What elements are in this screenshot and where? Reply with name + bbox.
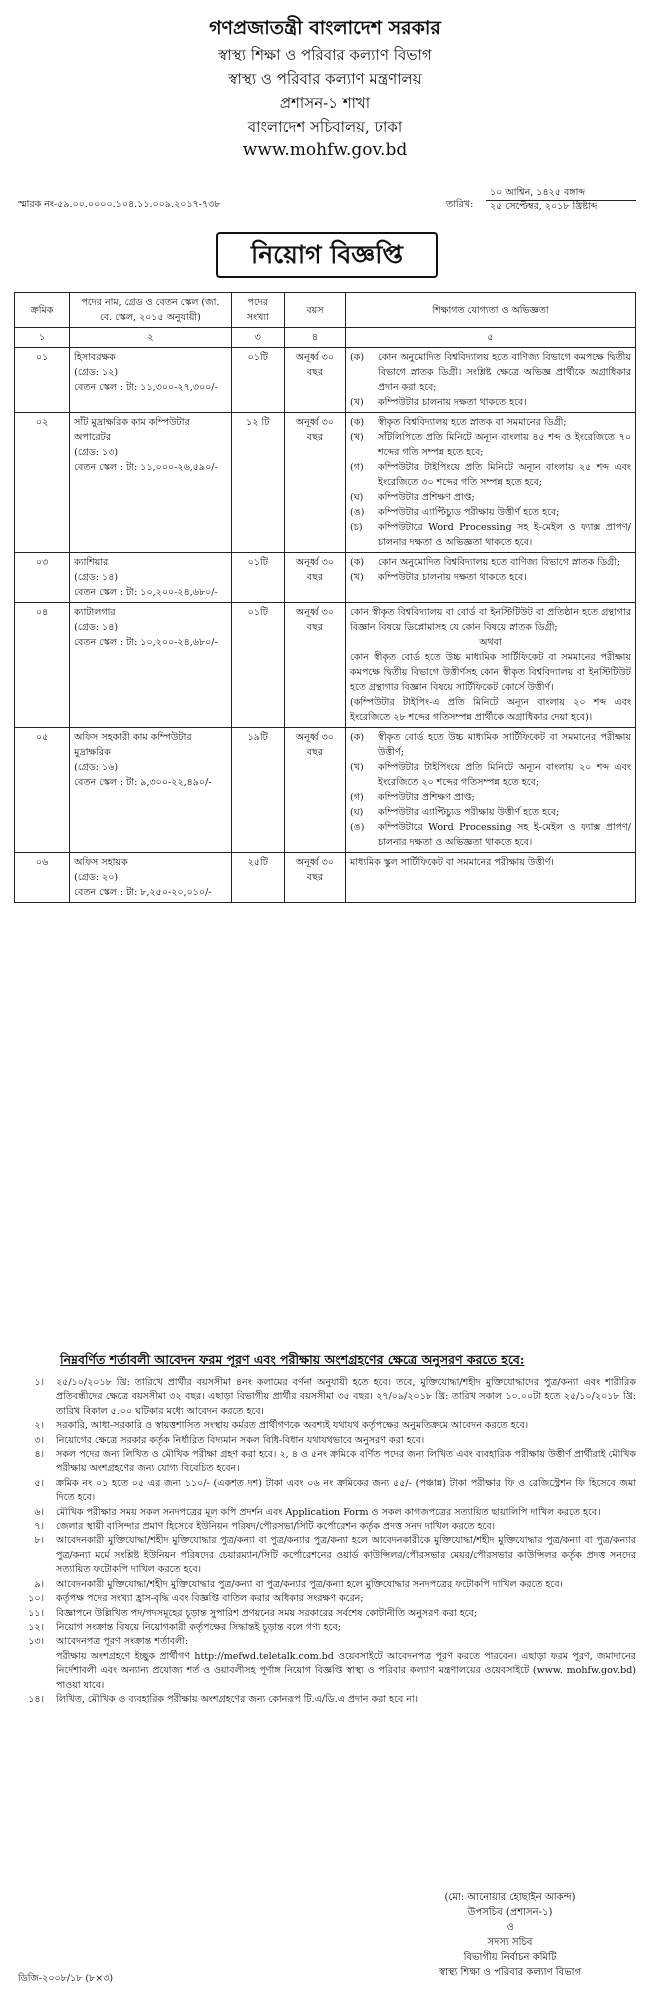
condition-item bbox=[14, 1592, 636, 1606]
post-name: ক্যাশিয়ার bbox=[74, 557, 109, 568]
condition-item bbox=[14, 1693, 636, 1707]
date-bangla: ১০ আশ্বিন, ১৪২৫ বঙ্গাব্দ bbox=[490, 187, 585, 198]
condition-item bbox=[14, 1534, 636, 1577]
dg-code: ডিজি-২০০৮/১৮ (৮×৩) bbox=[18, 1973, 114, 1984]
serial-cell: ০৪ bbox=[15, 603, 70, 728]
table-row bbox=[15, 553, 636, 603]
condition-number: ১২। bbox=[28, 1621, 44, 1633]
item-marker: (ঙ) bbox=[350, 822, 365, 833]
qualification-item bbox=[350, 555, 631, 570]
condition-number: ৯। bbox=[34, 1578, 44, 1590]
post-name: হিসাবরক্ষক bbox=[74, 352, 116, 363]
item-text: কম্পিউটার টাইপিংয়ে প্রতি মিনিটে অন্যূন বাংলায় ২৫ শব্দ এবং ইংরেজিতে ৩০ শব্দের গতি সম্পন্ন হতে হবে; bbox=[378, 462, 631, 488]
website-link[interactable]: www.mohfw.gov.bd bbox=[242, 140, 408, 160]
condition-item bbox=[14, 1506, 636, 1520]
item-marker: (ক) bbox=[350, 417, 365, 428]
post-cell bbox=[70, 728, 232, 853]
item-marker: (ঙ) bbox=[350, 507, 365, 518]
signature-block bbox=[390, 1890, 630, 1980]
count-cell: ০১টি bbox=[231, 348, 284, 413]
condition-number: ১। bbox=[34, 1377, 44, 1388]
post-cell bbox=[70, 603, 232, 728]
condition-number: ৩। bbox=[34, 1434, 44, 1446]
condition-text: কর্তৃপক্ষ পদের সংখ্যা হ্রাস-বৃদ্ধি এবং বিজ্ঞপ্তি বাতিল করার অধিকার সংরক্ষণ করেন; bbox=[56, 1593, 364, 1605]
post-cell bbox=[70, 553, 232, 603]
qualification-cell bbox=[346, 348, 636, 413]
signatory-committee: বিভাগীয় নির্বাচন কমিটি bbox=[463, 1952, 557, 1963]
item-marker: (গ) bbox=[350, 792, 364, 803]
post-grade: (গ্রেড: ১২) bbox=[74, 367, 119, 378]
count-cell: ০১টি bbox=[231, 603, 284, 728]
item-text: কোন অনুমোদিত বিশ্ববিদ্যালয় হতে বাণিজ্য বিভাগে কমপক্ষে দ্বিতীয় বিভাগে স্নাতক ডিগ্রী। সংশ্লিষ্ট ক্ষেত্রে অভিজ্ঞ প্রার্থীকে অগ্রাধিকার প্রদান করা হবে; bbox=[378, 352, 631, 393]
table-row bbox=[15, 603, 636, 728]
table-row bbox=[15, 348, 636, 413]
conditions-list bbox=[14, 1376, 636, 1707]
item-text: কম্পিউটার এ্যাপ্টিচ্যুড পরীক্ষায় উত্তীর্ণ হতে হবে; bbox=[378, 807, 560, 818]
notice-title: নিয়োগ বিজ্ঞপ্তি bbox=[216, 232, 438, 278]
serial-cell: ০৩ bbox=[15, 553, 70, 603]
signatory-name: (মো: আনোয়ার হোছাইন আকন্দ) bbox=[444, 1892, 576, 1903]
post-grade: (গ্রেড: ১৪) bbox=[74, 572, 119, 583]
item-text: কম্পিউটারে Word Processing সহ ই-মেইল ও ফ্যাক্স প্রাপণ/চালনার দক্ষতা ও অভিজ্ঞতা থাকতে হবে। bbox=[378, 522, 631, 548]
item-text: কম্পিউটার প্রশিক্ষণ প্রাপ্ত; bbox=[378, 492, 475, 503]
condition-number: ৪। bbox=[34, 1449, 44, 1461]
condition-text: মৌখিক পরীক্ষার সময় সকল সনদপত্রের মূল কপি প্রদর্শন এবং Application Form ও সকল কাগজপত্রের সত্যায়িত ছায়ালিপি দাখিল করতে হবে। bbox=[56, 1506, 601, 1518]
age-cell: অনূর্ধ্ব ৩০ বছর bbox=[284, 553, 345, 603]
ministry-name: স্বাস্থ্য ও পরিবার কল্যাণ মন্ত্রণালয় bbox=[228, 70, 422, 88]
qualification-item bbox=[350, 430, 631, 460]
serial-cell: ০১ bbox=[15, 348, 70, 413]
header-post: পদের নাম, গ্রেড ও বেতন স্কেল (জা. বে. স্কেল, ২০১৫ অনুযায়ী) bbox=[70, 293, 232, 328]
item-marker: (ঘ) bbox=[350, 807, 364, 818]
post-grade: (গ্রেড: ২০) bbox=[74, 872, 119, 883]
post-grade: (গ্রেড: ১৩) bbox=[74, 447, 119, 458]
condition-number: ১৪। bbox=[28, 1693, 44, 1705]
qualification-item bbox=[350, 760, 631, 790]
qualification-text: মাধ্যমিক স্কুল সার্টিফিকেট বা সমমানের পরীক্ষায় উত্তীর্ণ। bbox=[350, 857, 554, 868]
item-text: কম্পিউটার এ্যাপ্টিচ্যুড পরীক্ষায় উত্তীর্ণ হতে হবে; bbox=[378, 507, 560, 518]
age-cell: অনূর্ধ্ব ৩০ বছর bbox=[284, 413, 345, 553]
qualification-item bbox=[350, 790, 631, 805]
post-scale: বেতন স্কেল : টা: ৯,৩০০-২২,৪৯০/- bbox=[74, 777, 212, 788]
qualification-item bbox=[350, 505, 631, 520]
or-separator: অথবা bbox=[479, 637, 502, 648]
condition-text: ক্রমিক নং ০১ হতে ০৫ এর জন্য ১১০/- (একশত দশ) টাকা এবং ০৬ নং ক্রমিকের জন্য ৫৫/- (পঞ্চান্ন) টাকা পরীক্ষার ফি ও রেজিস্ট্রেশন ফি হিসেবে জমা দিতে হবে। bbox=[56, 1477, 636, 1504]
count-cell: ১২ টি bbox=[231, 413, 284, 553]
column-number: ২ bbox=[70, 328, 232, 348]
post-scale: বেতন স্কেল : টা: ১১,০০০-২৬,৫৯০/- bbox=[74, 462, 218, 473]
condition-number: ৫। bbox=[34, 1477, 44, 1489]
column-number: ৪ bbox=[284, 328, 345, 348]
post-scale: বেতন স্কেল : টা: ১০,২০০-২৪,৬৮০/- bbox=[74, 637, 218, 648]
item-text: কম্পিউটার চালনায় দক্ষতা থাকতে হবে। bbox=[378, 397, 527, 408]
post-cell bbox=[70, 348, 232, 413]
age-cell: অনূর্ধ্ব ৩০ বছর bbox=[284, 348, 345, 413]
memo-number: স্মারক নং-৫৯.০০.০০০০.১০৪.১১.০০৯.২০১৭-৭৩৮ bbox=[18, 199, 221, 210]
post-cell bbox=[70, 413, 232, 553]
qualification-cell bbox=[346, 728, 636, 853]
header-serial: ক্রমিক bbox=[15, 293, 70, 328]
age-cell: অনূর্ধ্ব ৩০ বছর bbox=[284, 603, 345, 728]
age-cell: অনূর্ধ্ব ৩০ বছর bbox=[284, 853, 345, 903]
condition-text: লিখিত, মৌখিক ও ব্যবহারিক পরীক্ষায় অংশগ্রহণের জন্য কোনরূপ টি.এ/ডি.এ প্রদান করা হবে না। bbox=[56, 1693, 419, 1705]
condition-text: আবেদনকারী মুক্তিযোদ্ধা/শহীদ মুক্তিযোদ্ধার পুত্র/কন্যা বা পুত্র/কন্যার পুত্র/কন্যা হলে আবেদনকারীকে মুক্তিযোদ্ধা/শহীদ মুক্তিযোদ্ধার পুত্র/কন্যা বা পুত্র/কন্যার পুত্র/কন্যা মর্মে সংশ্লিষ্ট ইউনিয়ন পরিষদের চেয়ারম্যান/সিটি কর্পোরেশনের ওয়ার্ড কাউন্সিলর/পৌরসভার মেয়র/পৌরসভার কাউন্সিলর কর্তৃক প্রদত্ত সনদের সত্যায়িত ফটোকপি দাখিল করতে হবে। bbox=[56, 1535, 636, 1576]
condition-text: সকল পদের জন্য লিখিত ও মৌখিক পরীক্ষা গ্রহণ করা হবে। ২, ৪ ও ৫নং ক্রমিকে বর্ণিত পদের জন্য লিখিত এবং ব্যবহারিক পরীক্ষায় উত্তীর্ণ প্রার্থীরাই মৌখিক পরীক্ষায় অংশগ্রহণের জন্য যোগ্য বিবেচিত হবেন। bbox=[56, 1449, 636, 1475]
condition-text: পরীক্ষায় অংশগ্রহণে ইচ্ছুক প্রার্থীগণ http://mefwd.teletalk.com.bd ওয়েবসাইটে আবেদনপত্র পূরণ করতে পারবেন। এছাড়া ফরম পূরণ, জমাদানের নির্দেশাবলী এবং অন্যান্য প্রযোজ্য শর্ত ও ওয়াবলীসহ পূর্ণাঙ্গ নিয়োগ বিজ্ঞপ্তি স্বাস্থ্য ও পরিবার কল্যাণ মন্ত্রণালয়ের ওয়েবসাইটে (www. mohfw.gov.bd) পাওয়া যাবে। bbox=[56, 1650, 636, 1691]
condition-text: আবেদনকারী মুক্তিযোদ্ধা/শহীদ মুক্তিযোদ্ধার পুত্র/কন্যা বা পুত্র/কন্যার পুত্র/কন্যা হলে মুক্তিযোদ্ধার সনদপত্রের ফটোকপি দাখিল করতে হবে। bbox=[56, 1578, 563, 1590]
qualification-item bbox=[350, 520, 631, 550]
serial-cell: ০৬ bbox=[15, 853, 70, 903]
division-name: স্বাস্থ্য শিক্ষা ও পরিবার কল্যাণ বিভাগ bbox=[218, 46, 432, 64]
condition-number: ১১। bbox=[28, 1607, 44, 1619]
item-marker: (ঘ) bbox=[350, 492, 364, 503]
count-cell: ১৯টি bbox=[231, 728, 284, 853]
qualification-note: (কম্পিউটার টাইপিং-এ প্রতি মিনিটে অন্যূন বাংলায় ২০ শব্দ এবং ইংরেজিতে ২৮ শব্দের গতিসম্পন্ন প্রার্থীকে অগ্রাধিকার দেয়া হবে)। bbox=[350, 697, 631, 723]
item-text: কোন অনুমোদিত বিশ্ববিদ্যালয় হতে বাণিজ্য বিভাগে স্নাতক ডিগ্রী; bbox=[378, 557, 621, 568]
item-marker: (ক) bbox=[350, 352, 365, 363]
condition-item bbox=[14, 1621, 636, 1635]
branch-name: প্রশাসন-১ শাখা bbox=[279, 94, 371, 112]
column-number-row bbox=[15, 328, 636, 348]
signatory-and: ও bbox=[506, 1922, 514, 1933]
post-scale: বেতন স্কেল : টা: ৮,২৫০-২০,০১০/- bbox=[74, 887, 212, 898]
condition-text: নিয়োগের ক্ষেত্রে সরকার কর্তৃক নির্ধারিত বিদ্যমান সকল বিধি-বিধান যথাযথভাবে অনুসরণ করা হবে। bbox=[56, 1434, 425, 1446]
qualification-item bbox=[350, 490, 631, 505]
qualification-item bbox=[350, 395, 631, 410]
qualification-item bbox=[350, 460, 631, 490]
condition-number: ১০। bbox=[28, 1593, 44, 1605]
qualification-item bbox=[350, 820, 631, 850]
vacancy-table bbox=[14, 292, 636, 903]
condition-text: সরকারি, আধা-সরকারি ও স্বায়ত্তশাসিত সংস্থায় কর্মরত প্রার্থীগণকে অবশ্যই যথাযথ কর্তৃপক্ষের অনুমতিক্রমে আবেদন করতে হবে। bbox=[56, 1420, 529, 1432]
item-marker: (খ) bbox=[350, 762, 364, 773]
condition-text: জেলার স্থায়ী বাসিন্দার প্রমাণ হিসেবে ইউনিয়ন পরিষদ/পৌরসভা/সিটি কর্পোরেশন কর্তৃক প্রদত্ত সনদ দাখিল করতে হবে। bbox=[56, 1521, 496, 1533]
item-marker: (চ) bbox=[350, 522, 363, 533]
qualification-item bbox=[350, 805, 631, 820]
item-marker: (খ) bbox=[350, 432, 364, 443]
item-marker: (খ) bbox=[350, 572, 364, 583]
condition-item bbox=[14, 1650, 636, 1693]
condition-item bbox=[14, 1419, 636, 1433]
condition-number: ১৩। bbox=[28, 1636, 44, 1648]
post-name: অফিস সহকারী কাম কম্পিউটার মুদ্রাক্ষরিক bbox=[74, 732, 192, 758]
item-marker: (ক) bbox=[350, 557, 365, 568]
conditions-title: নিম্নবর্ণিত শর্তাবলী আবেদন ফরম পূরণ এবং পরীক্ষায় অংশগ্রহণের ক্ষেত্রে অনুসরণ করতে হবে: bbox=[60, 1352, 525, 1367]
serial-cell: ০৫ bbox=[15, 728, 70, 853]
post-scale: বেতন স্কেল : টা: ১০,২০০-২৪,৬৮০/- bbox=[74, 587, 218, 598]
condition-text: বিজ্ঞাপনে উল্লিখিত পদ/পদসমূহের চূড়ান্ত সুপারিশ প্রণয়নের সময় সরকারের সর্বশেষ কোটানীতি অনুসরণ করা হবে; bbox=[56, 1607, 478, 1619]
signatory-division: স্বাস্থ্য শিক্ষা ও পরিবার কল্যাণ বিভাগ bbox=[438, 1967, 582, 1978]
condition-item bbox=[14, 1477, 636, 1506]
condition-number: ৮। bbox=[34, 1535, 44, 1547]
header-age: বয়স bbox=[284, 293, 345, 328]
qualification-text: কোন স্বীকৃত বিশ্ববিদ্যালয় বা বোর্ড বা ইনস্টিটিউট বা প্রতিষ্ঠান হতে গ্রন্থাগার বিজ্ঞান বিষয়ে ডিপ্লোমাসহ যে কোন বিষয়ে স্নাতক ডিগ্রী; bbox=[350, 607, 631, 633]
post-grade: (গ্রেড: ১৬) bbox=[74, 762, 119, 773]
post-name: অফিস সহায়ক bbox=[74, 857, 128, 868]
item-marker: (ক) bbox=[350, 732, 365, 743]
date-divider bbox=[486, 200, 636, 201]
column-number: ১ bbox=[15, 328, 70, 348]
table-header-row bbox=[15, 293, 636, 328]
date-english: ২৫ সেপ্টেম্বর, ২০১৮ খ্রিষ্টাব্দ bbox=[490, 201, 598, 212]
post-cell bbox=[70, 853, 232, 903]
secretariat-name: বাংলাদেশ সচিবালয়, ঢাকা bbox=[247, 118, 403, 136]
date-label: তারিখ: bbox=[446, 199, 474, 210]
qualification-text: কোন স্বীকৃত বোর্ড হতে উচ্চ মাধ্যমিক সার্টিফিকেট বা সমমানের পরীক্ষায় কমপক্ষে দ্বিতীয় বিভাগে উত্তীর্ণসহ কোন স্বীকৃত বিশ্ববিদ্যালয় বা ইনস্টিটিউট হতে গ্রন্থাগার বিজ্ঞান বিষয়ে সার্টিফিকেট কোর্সে উত্তীর্ণ। bbox=[350, 652, 631, 693]
item-text: কম্পিউটার প্রশিক্ষণ প্রাপ্ত; bbox=[378, 792, 475, 803]
table-row bbox=[15, 853, 636, 903]
post-scale: বেতন স্কেল : টা: ১১,৩০০-২৭,৩০০/- bbox=[74, 382, 218, 393]
count-cell: ০১টি bbox=[231, 553, 284, 603]
signatory-member: সদস্য সচিব bbox=[487, 1937, 533, 1948]
item-text: স্বীকৃত বোর্ড হতে উচ্চ মাধ্যমিক সার্টিফিকেট বা সমমানের পরীক্ষায় উত্তীর্ণ; bbox=[378, 732, 631, 758]
signatory-designation: উপসচিব (প্রশাসন-১) bbox=[467, 1907, 553, 1918]
item-marker: (খ) bbox=[350, 397, 364, 408]
qualification-item bbox=[350, 730, 631, 760]
item-text: স্বীকৃত বিশ্ববিদ্যালয় হতে স্নাতক বা সমমানের ডিগ্রী; bbox=[378, 417, 567, 428]
condition-text: নিয়োগ সংক্রান্ত বিষয়ে নিয়োগকারী কর্তৃপক্ষের সিদ্ধান্তই চূড়ান্ত বলে গণ্য হবে; bbox=[56, 1621, 341, 1633]
post-name: সাঁট মুদ্রাক্ষরিক কাম কম্পিউটার অপারেটর bbox=[74, 417, 190, 443]
table-row bbox=[15, 728, 636, 853]
qualification-item bbox=[350, 415, 631, 430]
column-number: ৩ bbox=[231, 328, 284, 348]
government-title: গণপ্রজাতন্ত্রী বাংলাদেশ সরকার bbox=[209, 17, 441, 39]
header-qualification: শিক্ষাগত যোগ্যতা ও অভিজ্ঞতা bbox=[346, 293, 636, 328]
condition-number: ৬। bbox=[34, 1506, 44, 1518]
count-cell: ২৫টি bbox=[231, 853, 284, 903]
header-count: পদের সংখ্যা bbox=[231, 293, 284, 328]
table-row bbox=[15, 413, 636, 553]
post-name: ক্যাটালগার bbox=[74, 607, 116, 618]
qualification-cell bbox=[346, 553, 636, 603]
condition-item bbox=[14, 1448, 636, 1477]
qualification-item bbox=[350, 570, 631, 585]
condition-number: ৭। bbox=[34, 1521, 44, 1533]
column-number: ৫ bbox=[346, 328, 636, 348]
serial-cell: ০২ bbox=[15, 413, 70, 553]
age-cell: অনূর্ধ্ব ৩০ বছর bbox=[284, 728, 345, 853]
condition-text: ২৫/১০/২০১৮ খ্রি: তারিখে প্রার্থীর বয়সসীমা ৪নং কলামের বর্ণনা অনুযায়ী হতে হবে। তবে, মুক্তিযোদ্ধা/শহীদ মুক্তিযোদ্ধাদের পুত্র/কন্যা এবং শারীরিক প্রতিবন্ধীদের ক্ষেত্রে বয়সসীমা ৩২ বছর। এছাড়া বিভাগীয় প্রার্থীর বয়সসীমা ৩৫ বছর। ২৭/০৯/২০১৮ খ্রি: তারিখ সকাল ১০.০০টা হতে ২৫/১০/২০১৮ খ্রি: তারিখ বিকাল ৫.০০ ঘটিকার মধ্যে আবেদন করতে হবে। bbox=[56, 1377, 636, 1417]
condition-number: ২। bbox=[34, 1420, 44, 1432]
item-text: কম্পিউটার চালনায় দক্ষতা থাকতে হবে। bbox=[378, 572, 527, 583]
item-text: সাঁটলিপিতে প্রতি মিনিটে অন্যূন বাংলায় ৪৫ শব্দ ও ইংরেজিতে ৭০ শব্দের গতি সম্পন্ন হতে হবে; bbox=[378, 432, 631, 458]
item-text: কম্পিউটারে Word Processing সহ ই-মেইল ও ফ্যাক্স প্রাপণ/চালনার দক্ষতা ও অভিজ্ঞতা থাকতে হবে। bbox=[378, 822, 631, 848]
condition-item bbox=[14, 1520, 636, 1534]
qualification-cell bbox=[346, 603, 636, 728]
condition-item bbox=[14, 1635, 636, 1649]
condition-item bbox=[14, 1376, 636, 1419]
post-grade: (গ্রেড: ১৪) bbox=[74, 622, 119, 633]
qualification-cell bbox=[346, 853, 636, 903]
qualification-item bbox=[350, 350, 631, 395]
item-text: কম্পিউটার টাইপিংয়ে প্রতি মিনিটে অন্যূন বাংলায় ২০ শব্দ এবং ইংরেজিতে ২০ শব্দের গতিসম্পন্ন হতে হবে; bbox=[378, 762, 631, 788]
condition-number bbox=[14, 1650, 56, 1693]
condition-text: আবেদনপত্র পূরণ সংক্রান্ত শর্তাবলী: bbox=[56, 1636, 189, 1648]
condition-item bbox=[14, 1607, 636, 1621]
item-marker: (গ) bbox=[350, 462, 364, 473]
condition-item bbox=[14, 1434, 636, 1448]
condition-item bbox=[14, 1578, 636, 1592]
qualification-cell bbox=[346, 413, 636, 553]
